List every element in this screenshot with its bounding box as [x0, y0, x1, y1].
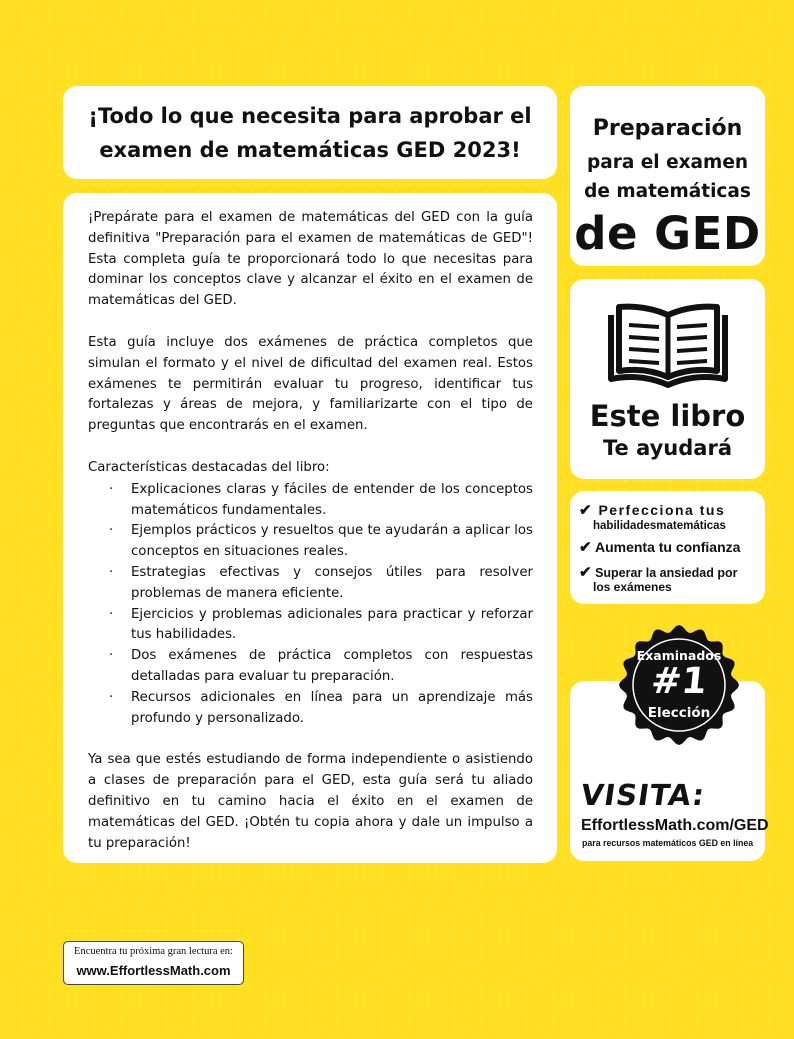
visit-url-link[interactable]: EffortlessMath.com/GED [581, 817, 769, 834]
book-title-line-4: de GED [574, 207, 761, 260]
feature-item: · Explicaciones claras y fáciles de entender de los conceptos matemáticos fundamentales. [88, 480, 533, 522]
benefit-1-text: Perfecciona tus [598, 502, 726, 518]
title-line-1: ¡Todo lo que necesita para aprobar el [88, 103, 532, 128]
benefit-3-cont: los exámenes [593, 580, 672, 594]
check-icon: ✔ [579, 564, 592, 581]
visit-label: VISITA: [578, 778, 708, 812]
ranking-badge [615, 621, 743, 749]
book-title-line-3: de matemáticas [584, 181, 751, 202]
feature-item: · Recursos adicionales en línea para un aprendizaje más profundo y personalizado. [88, 688, 533, 730]
footer-tagline: Encuentra tu próxima gran lectura en: [74, 946, 233, 957]
check-icon: ✔ [579, 502, 594, 519]
description-card [63, 193, 557, 863]
book-title-line-1: Preparación [592, 116, 743, 141]
feature-item: · Dos exámenes de práctica completos con respuestas detalladas para evaluar tu preparación. [88, 646, 533, 688]
badge-line-2: #1 [649, 661, 709, 702]
intro-paragraph: ¡Prepárate para el examen de matemáticas del GED con la guía definitiva "Preparación para el examen de matemáticas de GED"! Esta completa guía te proporcionará todo lo que necesitas para dominar los conceptos clave y alcanzar el éxito en el examen de matemáticas del GED. [88, 210, 533, 309]
badge-line-1: Examinados [636, 648, 722, 663]
feature-item: · Estrategias efectivas y consejos útiles para resolver problemas de manera eficiente. [88, 563, 533, 605]
book-title-card [570, 86, 765, 266]
feature-item: · Ejemplos prácticos y resueltos que te ayudarán a aplicar los conceptos en situaciones reales. [88, 521, 533, 563]
closing-paragraph: Ya sea que estés estudiando de forma independiente o asistiendo a clases de preparación para el GED, esta guía será tu aliado definitivo en tu camino hacia el éxito en el examen de matemáticas del GED. ¡Obtén tu copia ahora y dale un impulso a tu preparación! [88, 752, 533, 851]
check-icon: ✔ [579, 539, 592, 556]
book-help-line-1: Este libro [589, 399, 746, 433]
features-heading: Características destacadas del libro: [88, 459, 330, 475]
benefit-2-text: Aumenta tu confianza [594, 539, 741, 555]
features-list [88, 480, 533, 730]
visit-subtitle: para recursos matemáticos GED en línea [582, 838, 754, 848]
benefit-1-cont: habilidadesmatemáticas [593, 520, 726, 532]
title-line-2: examen de matemáticas GED 2023! [99, 137, 521, 162]
benefit-3 [579, 563, 759, 581]
feature-item: · Ejercicios y problemas adicionales para practicar y reforzar tus habilidades. [88, 605, 533, 647]
badge-line-3: Elección [647, 705, 711, 721]
book-help-line-2: Te ayudará [603, 436, 732, 460]
benefit-1 [579, 501, 759, 519]
benefit-3-text: Superar la ansiedad por [595, 566, 738, 580]
benefits-card [570, 491, 765, 604]
title-card [63, 86, 557, 179]
open-book-icon [605, 301, 731, 393]
benefit-2 [579, 538, 759, 556]
page-title [74, 99, 545, 167]
book-help-card [570, 279, 765, 479]
footer-url-link[interactable]: www.EffortlessMath.com [76, 963, 231, 978]
footer-box [63, 941, 244, 985]
book-title-line-2: para el examen [586, 152, 749, 173]
practice-exams-paragraph: Esta guía incluye dos exámenes de práctica completos que simulan el formato y el nivel de dificultad del examen real. Estos exámenes te permitirán evaluar tu progreso, identificar tus fortalezas y áreas de mejora, y familiarizarte con el tipo de preguntas que encontrarás en el examen. [88, 334, 533, 434]
